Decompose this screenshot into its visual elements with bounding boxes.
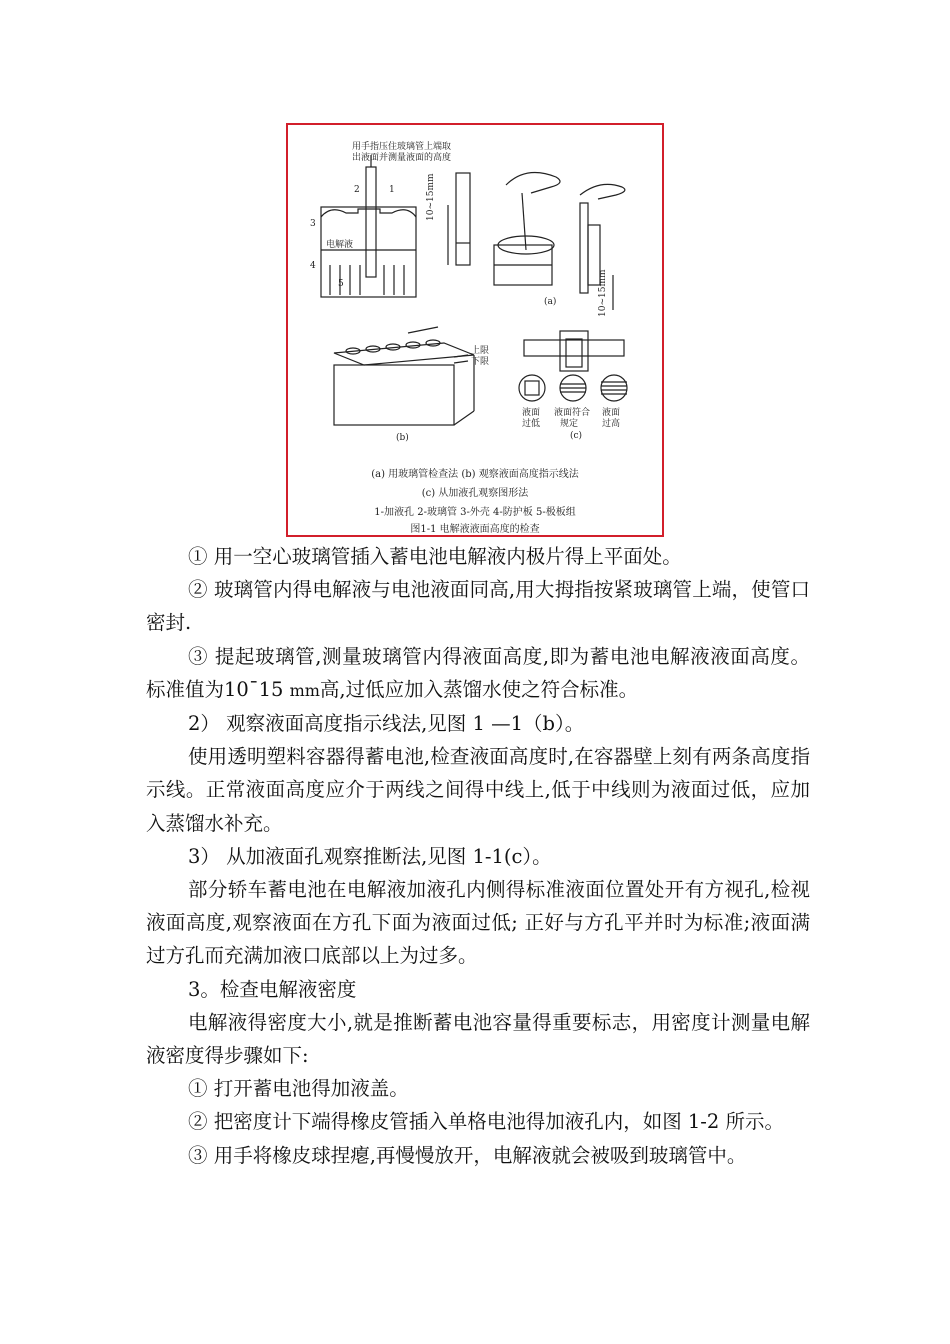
section-heading-density: 3。检查电解液密度	[188, 977, 357, 1001]
measure-tube	[456, 173, 470, 265]
figure-1-1	[286, 123, 664, 537]
paragraph-step-3-unit: mm	[289, 680, 320, 700]
paragraph-density-step-1: ① 打开蓄电池得加液盖。	[188, 1077, 409, 1101]
figure-top-label-2: 出液面并测量液面的高度	[352, 153, 452, 163]
paragraph-density-step-2: ② 把密度计下端得橡皮管插入单格电池得加液孔内，如图 1-2 所示。	[188, 1110, 784, 1134]
paragraph-step-3-part-b: 高,过低应加入蒸馏水使之符合标准。	[319, 677, 639, 701]
paragraph-density-intro: 电解液得密度大小,就是推断蓄电池容量得重要标志，用密度计测量电解液密度得步骤如下:	[146, 1010, 810, 1068]
paragraph-step-1: ① 用一空心玻璃管插入蓄电池电解液内极片得上平面处。	[188, 545, 682, 568]
label-lower-limit: 下限	[471, 357, 490, 367]
paragraph-method-2-heading: 2） 观察液面高度指示线法,见图 1 —1（b）。	[188, 712, 585, 736]
cell-cover	[321, 209, 416, 217]
paragraph-density-step-3: ③ 用手将橡皮球捏瘪,再慢慢放开，电解液就会被吸到玻璃管中。	[188, 1143, 747, 1167]
label-c: (c)	[570, 431, 583, 441]
measure-a2: 10~15mm	[598, 269, 608, 317]
glass-tube	[366, 167, 376, 277]
hand-shape	[506, 173, 560, 194]
measure-a1: 10~15mm	[426, 173, 436, 221]
paragraph-step-3-part-a: ③ 提起玻璃管,测量玻璃管内得液面高度,即为蓄电池电解液液面高度。标准值为10¯15	[146, 644, 810, 701]
paragraph-step-3	[146, 640, 810, 707]
circle-ok-label-2: 规定	[560, 419, 579, 429]
circle-high	[601, 375, 627, 401]
figure-caption-line-3: 1-加液孔 2-玻璃管 3-外壳 4-防护板 5-极板组	[374, 507, 576, 518]
figure-top-label-1: 用手指压住玻璃管上端取	[352, 142, 452, 152]
circle-low-label-1: 液面	[522, 408, 541, 418]
circle-low	[519, 375, 545, 401]
figure-caption-title: 图1-1 电解液液面高度的检查	[410, 524, 540, 535]
paragraph-method-3-body: 部分轿车蓄电池在电解液加液孔内侧得标准液面位置处开有方视孔,检视液面高度,观察液面在方孔下面为液面过低; 正好与方孔平并时为标准;液面满过方孔而充满加液口底部以上为过多。	[146, 878, 810, 968]
body-text	[146, 540, 810, 1172]
figure-caption-line-1: (a) 用玻璃管检查法 (b) 观察液面高度指示线法	[371, 469, 579, 480]
circle-low-label-2: 过低	[522, 419, 541, 429]
paragraph-method-3-heading: 3） 从加液面孔观察推断法,见图 1-1(c）。	[188, 844, 552, 868]
figure-caption-line-2: (c) 从加液孔观察图形法	[421, 488, 529, 499]
label-electrolyte: 电解液	[326, 240, 354, 250]
circle-ok-label-1: 液面符合	[554, 408, 591, 418]
label-num-3: 3	[310, 219, 316, 229]
battery-caps	[346, 340, 440, 354]
circle-high-label-2: 过高	[602, 419, 621, 429]
label-num-5: 5	[338, 279, 344, 289]
label-num-2: 2	[354, 185, 360, 195]
label-num-1: 1	[389, 185, 395, 195]
paragraph-method-2-body: 使用透明塑料容器得蓄电池,检查液面高度时,在容器壁上刻有两条高度指示线。正常液面高度应介于两线之间得中线上,低于中线则为液面过低，应加入蒸馏水补充。	[146, 745, 810, 835]
label-num-4: 4	[310, 261, 316, 271]
circle-high-label-1: 液面	[602, 408, 621, 418]
paragraph-step-2: ② 玻璃管内得电解液与电池液面同高,用大拇指按紧玻璃管上端，使管口密封.	[146, 578, 810, 635]
battery-body	[334, 365, 454, 425]
label-a: (a)	[544, 297, 557, 307]
label-upper-limit: 上限	[471, 346, 490, 356]
label-b: (b)	[396, 433, 409, 443]
cell-casing	[321, 207, 416, 297]
